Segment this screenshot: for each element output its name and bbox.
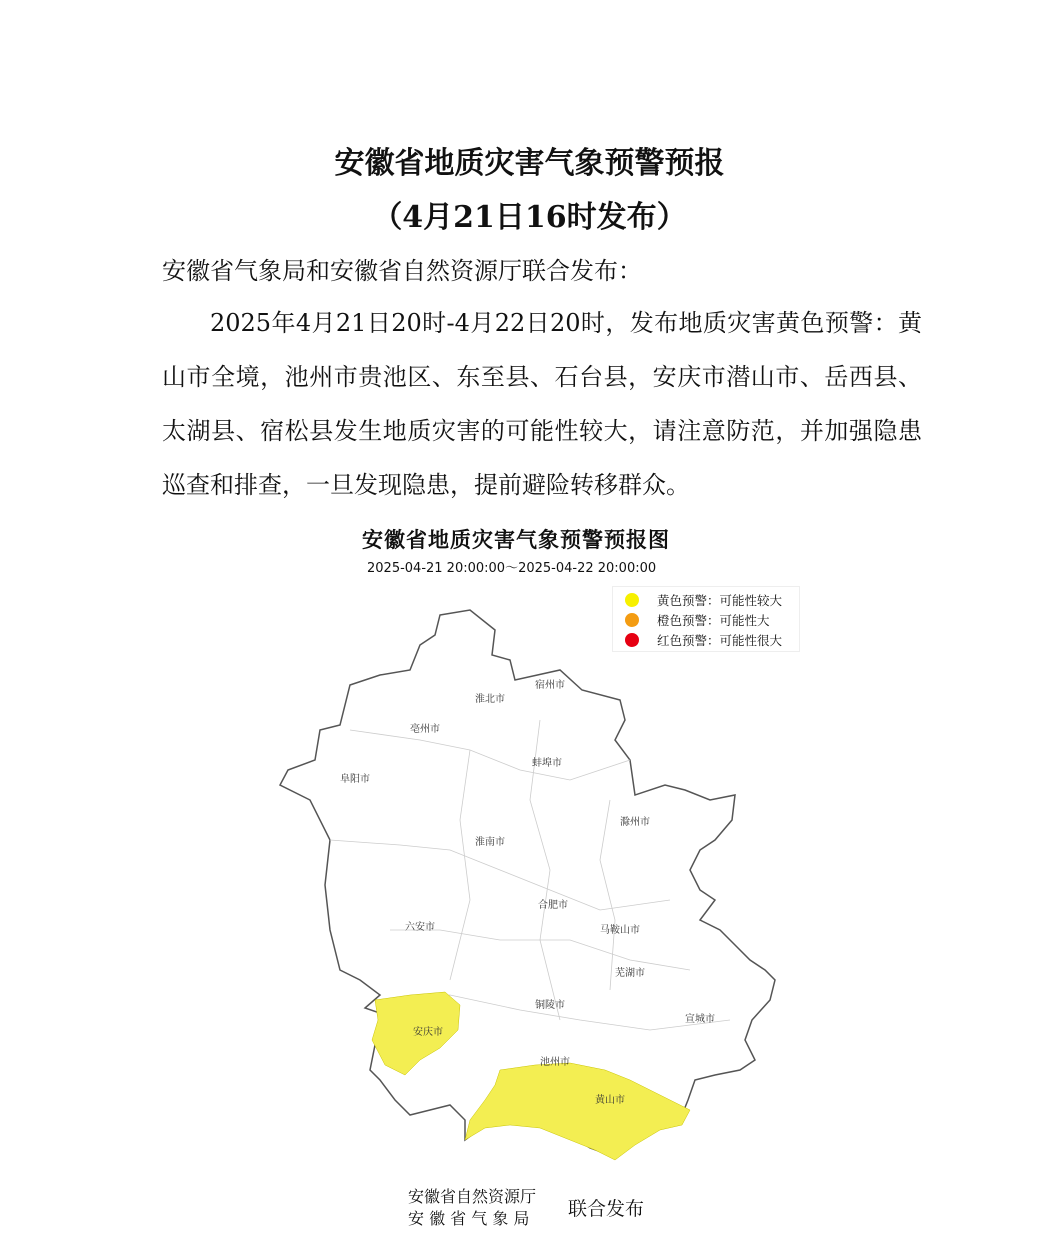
map-time-range: 2025-04-21 20:00:00～2025-04-22 20:00:00 (367, 561, 657, 576)
footer-org2: 安 徽 省 气 象 局 (408, 1209, 530, 1228)
legend-item-red (625, 631, 782, 649)
legend-label: 橙色预警：可能性大 (657, 613, 770, 628)
body-paragraph: 2025年4月21日20时-4月22日20时，发布地质灾害黄色预警：黄山市全境，池州市贵池区、东至县、石台县，安庆市潜山市、岳西县、太湖县、宿松县发生地质灾害的可能性较大，请注意防范，并加强隐患巡查和排查，一旦发现隐患，提前避险转移群众。 (162, 309, 922, 499)
city-label: 池州市 (540, 1057, 570, 1068)
orange-dot-icon (625, 613, 639, 627)
city-label: 马鞍山市 (600, 925, 640, 936)
yellow-dot-icon (625, 593, 639, 607)
red-dot-icon (625, 633, 639, 647)
legend-label: 黄色预警：可能性较大 (657, 593, 783, 608)
city-label: 宿州市 (535, 680, 565, 691)
anhui-warning-map (270, 600, 790, 1170)
city-label: 芜湖市 (615, 968, 645, 979)
intro-paragraph: 安徽省气象局和安徽省自然资源厅联合发布： (162, 257, 642, 285)
city-label: 安庆市 (413, 1027, 443, 1038)
footer-orgs (408, 1186, 536, 1230)
city-label: 淮北市 (475, 694, 505, 705)
document-title: 安徽省地质灾害气象预警预报 (334, 146, 725, 181)
map-legend (612, 586, 800, 652)
city-label: 淮南市 (475, 837, 505, 848)
city-label: 合肥市 (538, 900, 568, 911)
city-label: 滁州市 (620, 817, 650, 828)
document-subtitle: （4月21日16时发布） (372, 200, 687, 235)
city-label: 亳州市 (410, 724, 440, 735)
legend-item-yellow (625, 591, 782, 609)
legend-item-orange (625, 611, 770, 629)
footer-joint: 联合发布 (568, 1198, 645, 1220)
city-label: 铜陵市 (535, 1000, 565, 1011)
map-title: 安徽省地质灾害气象预警预报图 (362, 528, 670, 552)
city-label: 黄山市 (595, 1095, 625, 1106)
city-label: 宣城市 (685, 1014, 715, 1025)
footer-org1: 安徽省自然资源厅 (408, 1187, 537, 1206)
city-label: 六安市 (405, 922, 435, 933)
city-label: 蚌埠市 (532, 758, 562, 769)
legend-label: 红色预警：可能性很大 (657, 633, 783, 648)
city-label: 阜阳市 (340, 774, 370, 785)
